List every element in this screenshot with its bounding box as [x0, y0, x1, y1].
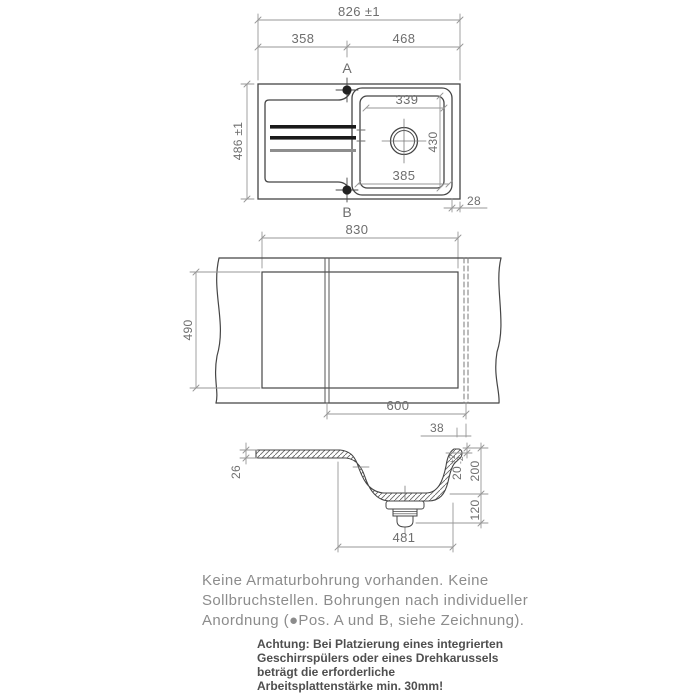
warning-note — [257, 637, 537, 693]
break-line-left — [216, 258, 221, 403]
mounting-point-a — [336, 78, 358, 102]
dim-20-label: 20 — [450, 466, 464, 480]
main-note — [202, 571, 532, 631]
dim-edge-offset — [421, 424, 471, 437]
dim-20-tol-minus: -2 — [455, 456, 465, 464]
main-note-line3: Anordnung (●Pos. A und B, siehe Zeichnung). — [202, 612, 525, 629]
dim-38-label: 38 — [430, 421, 444, 435]
section-profile — [256, 449, 462, 501]
dim-26-label: 26 — [229, 465, 243, 479]
warning-note-line3: beträgt die erforderliche — [257, 665, 396, 679]
marker-a-label: A — [342, 60, 352, 76]
dim-358-label: 358 — [291, 31, 315, 46]
reference-lines — [325, 258, 468, 403]
cutout-view — [181, 222, 501, 437]
drainboard-outline — [265, 93, 350, 190]
top-view — [231, 4, 487, 220]
warning-note-line1: Achtung: Bei Platzierung eines integrierten — [257, 637, 504, 651]
dim-120-label: 120 — [468, 499, 482, 521]
main-note-line1: Keine Armaturbohrung vorhanden. Keine — [202, 572, 489, 589]
main-note-line2: Sollbruchstellen. Bohrungen nach individueller — [202, 592, 529, 609]
dim-468-label: 468 — [392, 31, 416, 46]
dim-490-label: 490 — [181, 319, 195, 341]
dim-385-label: 385 — [392, 168, 416, 183]
dim-826-label: 826 ±1 — [337, 4, 381, 19]
dim-20-tol-plus: +2 — [447, 454, 457, 464]
countertop-outline — [216, 258, 501, 403]
break-line-right — [496, 258, 501, 403]
section-view — [229, 443, 488, 552]
dim-486-label: 486 ±1 — [231, 121, 245, 161]
dim-200-label: 200 — [468, 460, 482, 482]
dim-600-label: 600 — [386, 398, 410, 413]
dim-430-label: 430 — [426, 131, 440, 153]
dim-339-label: 339 — [395, 92, 419, 107]
drain-hole — [382, 119, 426, 163]
dim-481-label: 481 — [392, 530, 416, 545]
dim-cutout-width — [259, 232, 461, 268]
dim-20-tolerance — [447, 454, 465, 480]
warning-note-line4: Arbeitsplattenstärke min. 30mm! — [257, 679, 444, 693]
marker-b-label: B — [342, 204, 352, 220]
dim-cutout-depth — [190, 269, 260, 391]
drainboard-grooves — [270, 125, 365, 152]
dim-overall-width — [255, 14, 463, 80]
dim-830-label: 830 — [345, 222, 369, 237]
dim-rim-thickness — [240, 443, 257, 464]
cutout-rect — [262, 272, 458, 388]
warning-note-line2: Geschirrspülers oder eines Drehkarussels — [257, 651, 499, 665]
dim-28-label: 28 — [467, 194, 481, 208]
